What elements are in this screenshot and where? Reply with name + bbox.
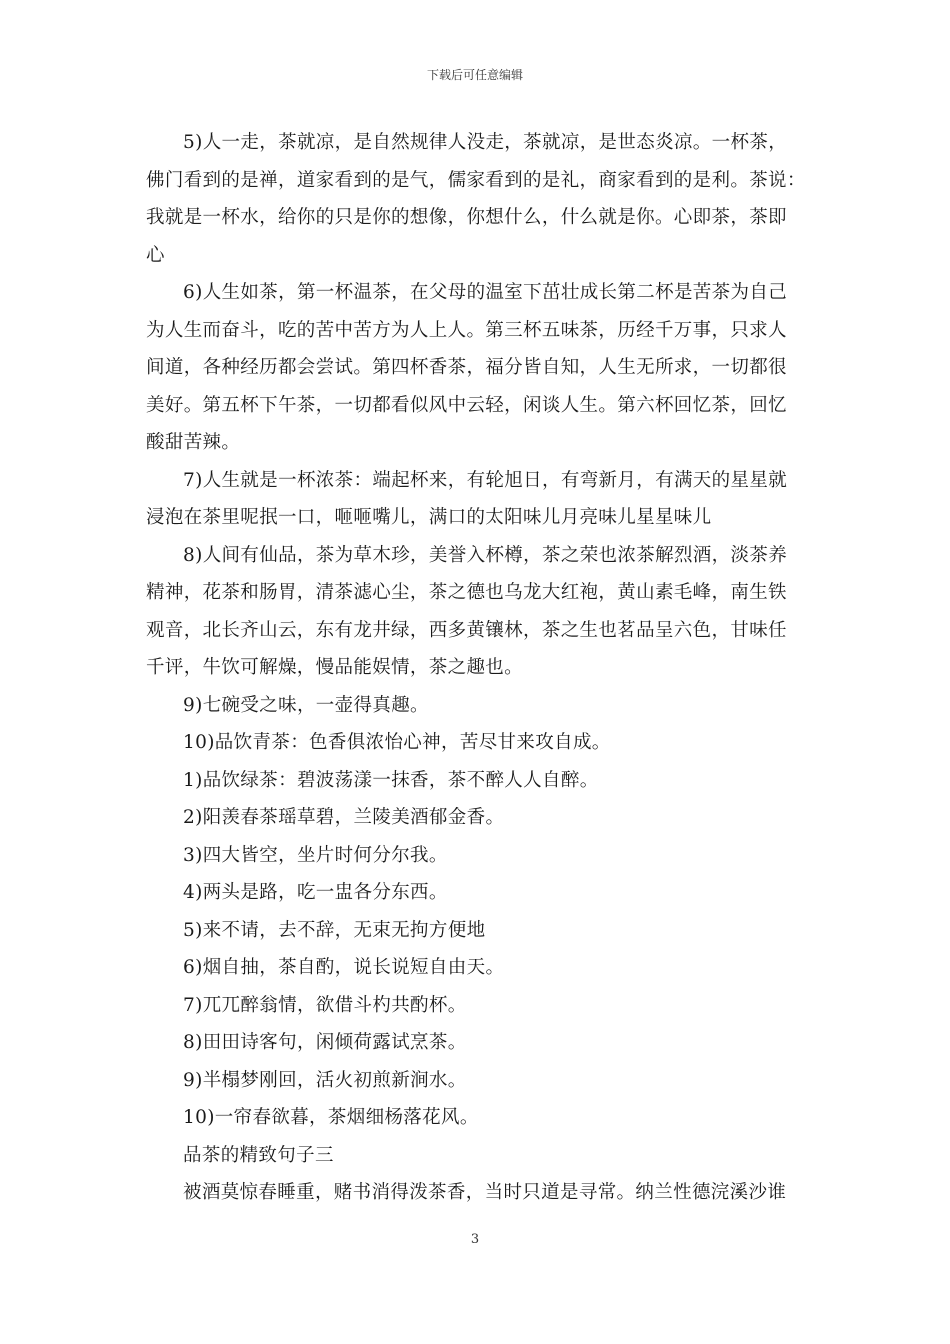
text-line: 10)一帘春欲暮，茶烟细杨落花风。 — [183, 1107, 479, 1128]
text-line: 1)品饮绿茶：碧波荡漾一抹香，茶不醉人人自醉。 — [183, 769, 599, 791]
text-line: 浸泡在茶里呢抿一口，咂咂嘴儿，满口的太阳味儿月亮味儿星星味儿 — [146, 507, 712, 528]
text-line: 心 — [146, 244, 165, 266]
text-line: 9)半榻梦刚回，活火初煎新涧水。 — [183, 1069, 467, 1091]
text-line: 间道，各种经历都会尝试。第四杯香茶，福分皆自知，人生无所求，一切都很 — [146, 357, 787, 378]
text-line: 3)四大皆空，坐片时何分尔我。 — [183, 844, 448, 866]
text-line: 我就是一杯水，给你的只是你的想像，你想什么，什么就是你。心即茶，茶即 — [146, 207, 787, 228]
text-line: 5)来不请，去不辞，无束无拘方便地 — [183, 919, 486, 941]
text-line: 6)烟自抽，茶自酌，说长说短自由天。 — [183, 957, 505, 978]
text-line: 9)七碗受之味，一壶得真趣。 — [183, 694, 429, 716]
text-line: 精神，花茶和肠胃，清茶滤心尘，茶之德也乌龙大红袍，黄山素毛峰，南生铁 — [146, 582, 787, 603]
text-line: 观音，北长齐山云，东有龙井绿，西多黄镶林，茶之生也茗品呈六色，甘味任 — [146, 619, 787, 641]
text-line: 佛门看到的是禅，道家看到的是气，儒家看到的是礼，商家看到的是利。茶说： — [146, 169, 806, 191]
text-line: 2)阳羡春茶瑶草碧，兰陵美酒郁金香。 — [183, 807, 505, 828]
text-line: 10)品饮青茶：色香俱浓怡心神，苦尽甘来攻自成。 — [183, 732, 611, 753]
text-line: 美好。第五杯下午茶，一切都看似风中云轻，闲谈人生。第六杯回忆茶，回忆 — [146, 394, 787, 416]
page-header: 下载后可任意编辑 — [426, 68, 523, 82]
text-line: 品茶的精致句子三 — [183, 1144, 334, 1166]
text-line: 8)人间有仙品，茶为草木珍，美誉入杯樽，茶之荣也浓茶解烈酒，淡茶养 — [183, 544, 788, 566]
text-line: 千评，牛饮可解燥，慢品能娱情，茶之趣也。 — [146, 657, 524, 678]
document-body — [146, 124, 812, 1212]
text-line: 5)人一走，茶就凉，是自然规律人没走，茶就凉，是世态炎凉。一杯茶， — [183, 132, 788, 153]
text-line: 为人生而奋斗，吃的苦中苦方为人上人。第三杯五味茶，历经千万事，只求人 — [146, 319, 787, 341]
text-line: 7)兀兀醉翁情，欲借斗杓共酌杯。 — [183, 994, 467, 1016]
text-line: 8)田田诗客句，闲倾荷露试烹茶。 — [183, 1032, 467, 1053]
text-line: 7)人生就是一杯浓茶：端起杯来，有轮旭日，有弯新月，有满天的星星就 — [183, 469, 788, 491]
text-line: 4)两头是路，吃一盅各分东西。 — [183, 882, 448, 903]
text-line: 被酒莫惊春睡重，赌书消得泼茶香，当时只道是寻常。纳兰性德浣溪沙谁 — [183, 1182, 787, 1203]
text-line: 6)人生如茶，第一杯温茶，在父母的温室下茁壮成长第二杯是苦茶为自己 — [183, 282, 788, 303]
page-number: 3 — [470, 1232, 480, 1247]
text-line: 酸甜苦辣。 — [146, 432, 241, 453]
